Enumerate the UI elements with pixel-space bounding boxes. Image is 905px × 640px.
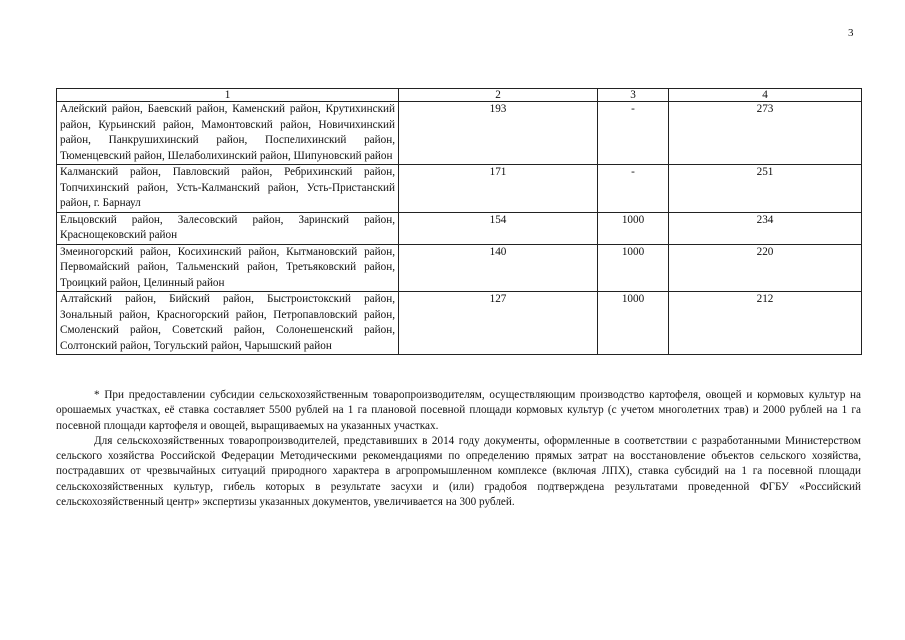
subsidy-rates-table [56,88,862,355]
notes-section [56,388,861,510]
rate-cell: 234 [669,212,862,244]
regions-cell: Алтайский район, Бийский район, Быстроистокский район, Зональный район, Красногорский район, Петропавловский район, Смоленский район, Советский район, Солонешенский район, Солтонский район, Тогульский район, Чарышский район [57,292,399,355]
table-row [57,212,862,244]
table-header-row [57,89,862,102]
rate-cell: - [598,102,669,165]
rate-cell: 140 [399,244,598,292]
regions-cell: Калманский район, Павловский район, Ребрихинский район, Топчихинский район, Усть-Калманский район, Усть-Пристанский район, г. Барнаул [57,165,399,213]
rate-cell: 273 [669,102,862,165]
table-row [57,165,862,213]
column-header: 4 [669,89,862,102]
rate-cell: 171 [399,165,598,213]
rate-cell: 154 [399,212,598,244]
column-header: 1 [57,89,399,102]
rate-cell: 220 [669,244,862,292]
column-header: 3 [598,89,669,102]
rate-cell: 212 [669,292,862,355]
table-row [57,292,862,355]
rate-cell: 1000 [598,212,669,244]
page-number: 3 [848,27,854,39]
footnote: * При предоставлении субсидии сельскохозяйственным товаропроизводителям, осуществляющим производство картофеля, овощей и кормовых культур на орошаемых участках, её ставка составляет 5500 рублей на 1 га плановой посевной площади кормовых культур (с учетом многолетних трав) и 2000 рублей на 1 га посевной площади картофеля и овощей, выращиваемых на указанных участках. [56,389,861,432]
table-row [57,102,862,165]
rate-cell: 251 [669,165,862,213]
table-row [57,244,862,292]
rate-cell: - [598,165,669,213]
drought-paragraph: Для сельскохозяйственных товаропроизводителей, представивших в 2014 году документы, оформленные в соответствии с разработанными Министерством сельского хозяйства Российской Федерации Методическими рекомендациями по определению прямых затрат на восстановление объектов сельского хозяйства, пострадавших от чрезвычайных ситуаций природного характера в агропромышленном комплексе (включая ЛПХ), ставка субсидий на 1 га посевной площади сельскохозяйственных культур, гибель которых в результате засухи и (или) градобоя подтверждена результатами проведенной ФГБУ «Российский сельскохозяйственный центр» экспертизы указанных документов, увеличивается на 300 рублей. [56,434,861,509]
regions-cell: Алейский район, Баевский район, Каменский район, Крутихинский район, Курьинский район, Мамонтовский район, Новичихинский район, Панкрушихинский район, Поспелихинский район, Тюменцевский район, Шелаболихинский район, Шипуновский район [57,102,399,165]
rate-cell: 127 [399,292,598,355]
regions-cell: Ельцовский район, Залесовский район, Заринский район, Краснощековский район [57,212,399,244]
rate-cell: 193 [399,102,598,165]
rate-cell: 1000 [598,244,669,292]
regions-cell: Змеиногорский район, Косихинский район, Кытмановский район, Первомайский район, Тальменский район, Третьяковский район, Троицкий район, Целинный район [57,244,399,292]
rate-cell: 1000 [598,292,669,355]
column-header: 2 [399,89,598,102]
